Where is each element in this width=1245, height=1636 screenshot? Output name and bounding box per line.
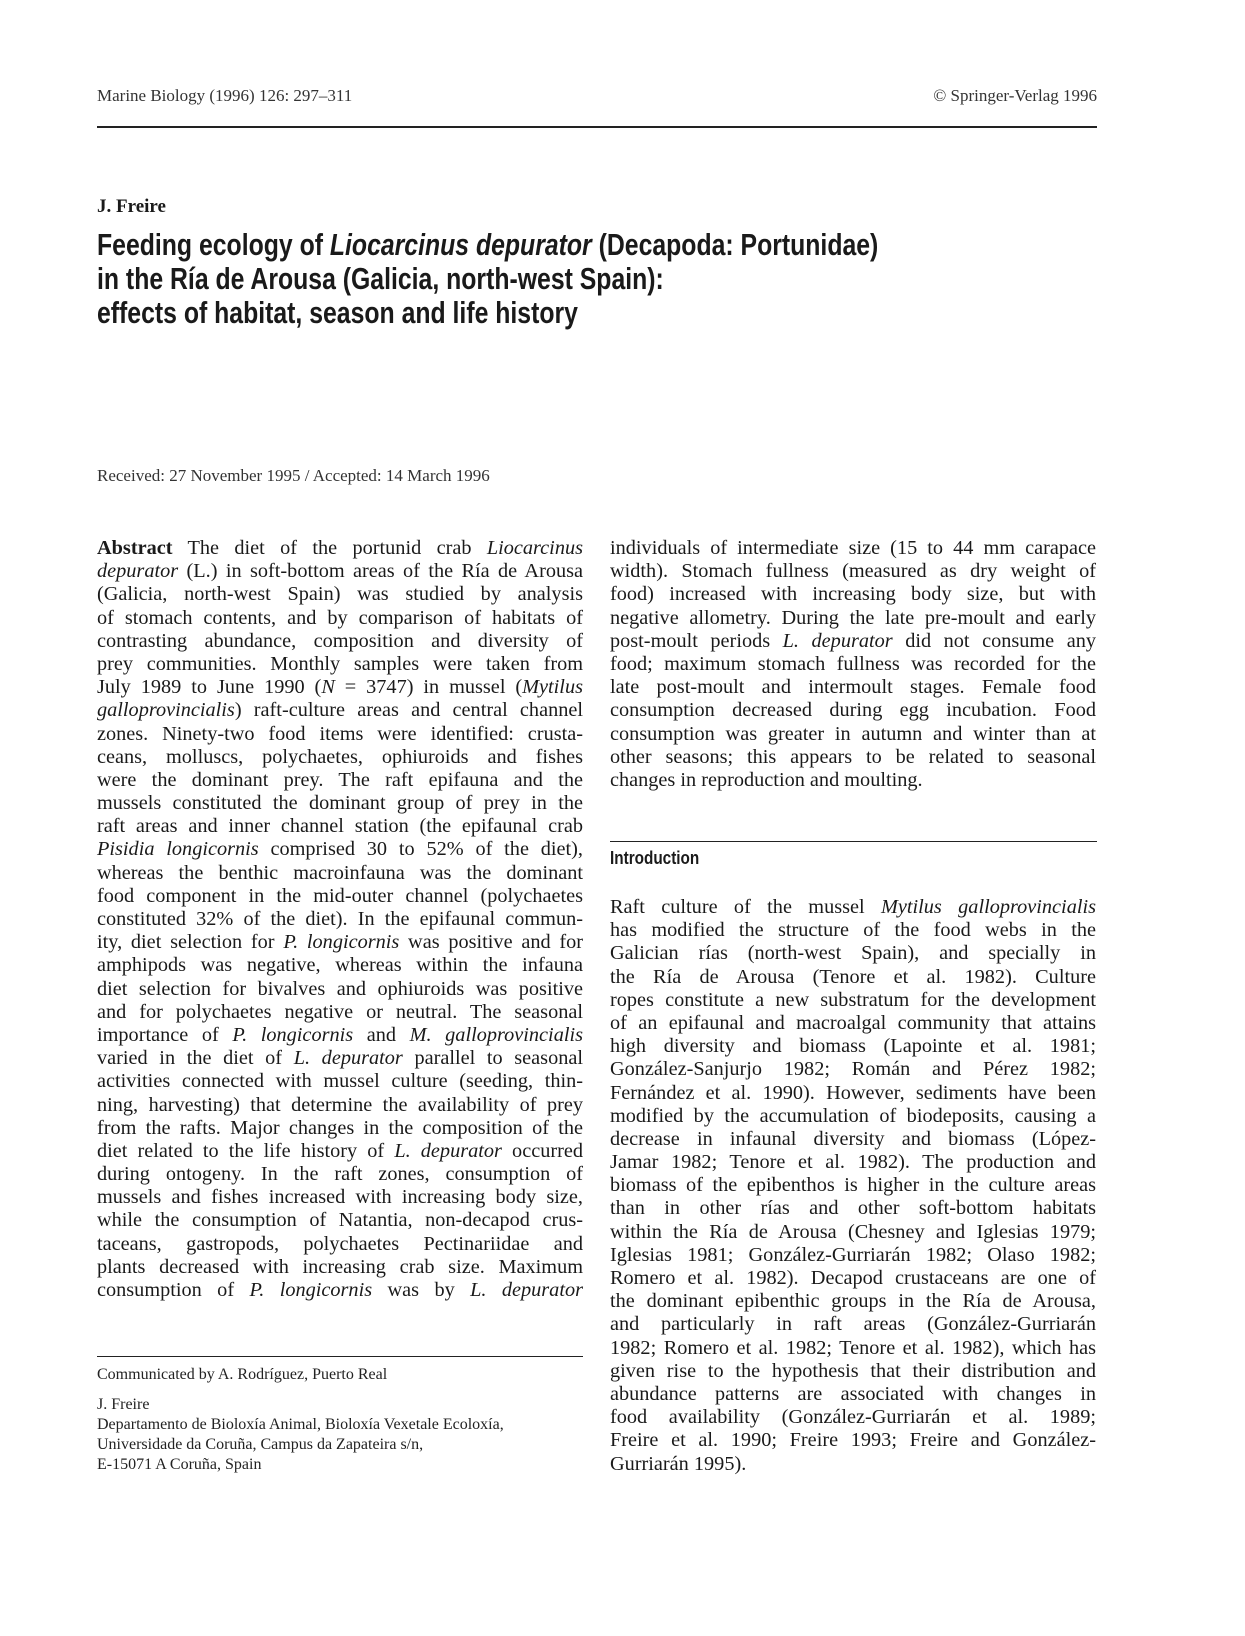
text-line (97, 630, 583, 653)
text-line (610, 1244, 1096, 1267)
text-segment: changes in reproduction and moulting. (610, 768, 923, 791)
abstract-left-column (97, 537, 583, 1302)
text-segment: of stomach contents, and by comparison of habitats of (97, 606, 583, 629)
text-segment: mussels constituted the dominant group of prey in the (97, 792, 583, 815)
text-line (610, 1429, 1096, 1452)
text-segment: (Galicia, north-west Spain) was studied by analysis (97, 583, 583, 606)
text-segment: comprised 30 to 52% of the diet), (258, 838, 583, 861)
text-segment: the dominant epibenthic groups in the Ría de Arousa, (610, 1290, 1096, 1313)
text-segment: and for polychaetes negative or neutral. The seasonal (97, 1000, 583, 1023)
text-segment: Raft culture of the mussel (610, 896, 881, 918)
text-segment: varied in the diet of (97, 1047, 294, 1070)
text-segment: within the Ría de Arousa (Chesney and Iglesias 1979; (610, 1220, 1096, 1243)
author: J. Freire (97, 196, 166, 217)
text-line (97, 1024, 583, 1047)
text-line (97, 1256, 583, 1279)
text-segment: in the Ría de Arousa (Galicia, north-west Spain): (97, 261, 664, 296)
text-line (97, 838, 583, 861)
text-segment: from the rafts. Major changes in the composition of the (97, 1116, 583, 1139)
text-segment: diet related to the life history of (97, 1139, 395, 1162)
text-line (97, 978, 583, 1001)
text-segment: food availability (González-Gurriarán et al. 1989; (610, 1406, 1096, 1429)
text-segment: food; maximum stomach fullness was recorded for the (610, 652, 1096, 675)
text-segment: was by (372, 1279, 471, 1301)
text-segment: individuals of intermediate size (15 to 44 mm carapace (610, 537, 1096, 559)
text-line (97, 885, 583, 908)
text-segment: ceans, molluscs, polychaetes, ophiuroids and fishes (97, 745, 583, 768)
text-segment: whereas the benthic macroinfauna was the dominant (97, 861, 583, 884)
italic-text: M. galloprovincialis (409, 1023, 583, 1046)
text-line (97, 296, 878, 330)
text-segment: has modified the structure of the food webs in the (610, 919, 1096, 942)
text-line (97, 1117, 583, 1140)
text-segment: taceans, gastropods, polychaetes Pectinariidae and (97, 1232, 583, 1255)
text-line (97, 1279, 583, 1302)
text-line (610, 919, 1096, 942)
text-segment: raft areas and inner channel station (the epifaunal crab (97, 815, 583, 838)
text-segment: 1982; Romero et al. 1982; Tenore et al. 1982), which has (610, 1336, 1096, 1359)
text-segment: high diversity and biomass (Lapointe et al. 1981; (610, 1035, 1096, 1058)
text-line (97, 792, 583, 815)
text-segment: = 3747) in mussel ( (334, 676, 523, 699)
italic-text: Liocarcinus (486, 537, 583, 559)
text-line (610, 1383, 1096, 1406)
text-segment: while the consumption of Natantia, non-decapod crus- (97, 1209, 583, 1232)
text-line (97, 908, 583, 931)
italic-text: P. longicornis (283, 931, 400, 954)
text-segment: ropes constitute a new substratum for the development (610, 988, 1096, 1011)
text-segment: zones. Ninety-two food items were identified: crusta- (97, 722, 583, 745)
received-dates: Received: 27 November 1995 / Accepted: 14 March 1996 (97, 466, 490, 485)
text-segment: activities connected with mussel culture (seeding, thin- (97, 1070, 583, 1093)
text-segment: consumption of (97, 1279, 250, 1301)
text-line (97, 862, 583, 885)
text-segment: Gurriarán 1995). (610, 1452, 747, 1475)
text-line (97, 537, 583, 560)
text-line (97, 262, 878, 296)
text-line (97, 1163, 583, 1186)
text-segment: Fernández et al. 1990). However, sediments have been (610, 1081, 1096, 1104)
text-line (97, 1209, 583, 1232)
text-segment: other seasons; this appears to be related to seasonal (610, 745, 1096, 768)
text-line (610, 1221, 1096, 1244)
author-affiliation-name: J. Freire (97, 1396, 150, 1413)
text-segment: constituted 32% of the diet). In the epifaunal commun- (97, 908, 583, 930)
text-line (97, 746, 583, 769)
text-segment: importance of (97, 1023, 233, 1046)
text-segment: (L.) in soft-bottom areas of the Ría de Arousa (178, 560, 583, 583)
text-line (610, 1337, 1096, 1360)
text-line (610, 769, 1096, 792)
address-line: Universidade da Coruña, Campus da Zapateira s/n, (97, 1436, 424, 1453)
text-segment: occurred (501, 1139, 583, 1162)
text-line (97, 931, 583, 954)
article-title (97, 228, 1074, 330)
text-segment: was positive and for (399, 931, 584, 954)
copyright: © Springer-Verlag 1996 (933, 86, 1097, 105)
text-line (97, 607, 583, 630)
italic-text: Liocarcinus depurator (329, 227, 592, 262)
text-segment: than in other rías and other soft-bottom habitats (610, 1197, 1096, 1220)
text-segment: food component in the mid-outer channel (polychaetes (97, 884, 583, 907)
text-segment: and particularly in raft areas (González-Gurriarán (610, 1313, 1096, 1336)
footnote-rule (97, 1356, 583, 1357)
text-segment: Romero et al. 1982). Decapod crustaceans are one of (610, 1267, 1096, 1289)
introduction-body (610, 896, 1096, 1476)
text-line (610, 966, 1096, 989)
text-segment: González-Sanjurjo 1982; Román and Pérez 1982; (610, 1058, 1096, 1081)
text-segment: of an epifaunal and macroalgal community that attains (610, 1011, 1096, 1034)
text-line (97, 1070, 583, 1093)
text-segment: late post-moult and intermoult stages. Female food (610, 676, 1096, 699)
text-line (610, 1035, 1096, 1058)
text-segment: post-moult periods (610, 629, 783, 652)
text-segment: during ontogeny. In the raft zones, consumption of (97, 1163, 583, 1186)
text-segment: width). Stomach fullness (measured as dry weight of (610, 560, 1096, 583)
header-rule (97, 126, 1097, 128)
text-line (610, 1360, 1096, 1383)
italic-text: P. longicornis (249, 1279, 373, 1301)
abstract-right-column (610, 537, 1096, 792)
text-line (97, 954, 583, 977)
address-line: E-15071 A Coruña, Spain (97, 1456, 262, 1473)
text-line (610, 1105, 1096, 1128)
text-line (610, 607, 1096, 630)
text-segment: mussels and fishes increased with increasing body size, (97, 1186, 583, 1209)
italic-text: L. depurator (293, 1047, 403, 1070)
text-segment: and (353, 1023, 410, 1046)
text-segment: were the dominant prey. The raft epifauna and the (97, 768, 583, 791)
text-line (97, 1233, 583, 1256)
text-line (610, 746, 1096, 769)
text-segment: diet selection for bivalves and ophiuroids was positive (97, 977, 583, 1000)
text-segment: amphipods was negative, whereas within the infauna (97, 954, 583, 977)
italic-text: L. depurator (470, 1279, 583, 1301)
text-segment: Freire et al. 1990; Freire 1993; Freire and González- (610, 1429, 1096, 1452)
text-line (610, 1453, 1096, 1476)
text-segment: July 1989 to June 1990 ( (97, 676, 322, 699)
address-line: Departamento de Bioloxía Animal, Bioloxía Vexetale Ecoloxía, (97, 1416, 504, 1433)
text-line (610, 560, 1096, 583)
text-segment: negative allometry. During the late pre-moult and early (610, 606, 1096, 629)
text-line (97, 653, 583, 676)
text-line (610, 1151, 1096, 1174)
text-line (97, 1094, 583, 1117)
italic-text: L. depurator (782, 629, 893, 652)
text-line (610, 1313, 1096, 1336)
text-line (610, 1012, 1096, 1035)
text-segment: ning, harvesting) that determine the availability of prey (97, 1093, 583, 1116)
text-line (610, 1082, 1096, 1105)
text-segment: prey communities. Monthly samples were taken from (97, 652, 583, 675)
italic-text: galloprovincialis (97, 699, 235, 722)
text-segment: Galician rías (north-west Spain), and specially in (610, 942, 1096, 965)
section-heading-introduction: Introduction (610, 848, 700, 868)
text-segment: ity, diet selection for (97, 931, 284, 954)
text-line (610, 1058, 1096, 1081)
text-line (610, 942, 1096, 965)
text-line (97, 815, 583, 838)
text-line (610, 723, 1096, 746)
text-line (97, 1140, 583, 1163)
text-segment: contrasting abundance, composition and diversity of (97, 629, 583, 652)
italic-text: N (321, 676, 335, 699)
text-segment: plants decreased with increasing crab size. Maximum (97, 1255, 583, 1278)
bold-label: Abstract (97, 537, 173, 559)
text-line (97, 583, 583, 606)
italic-text: depurator (97, 560, 179, 583)
text-segment: biomass of the epibenthos is higher in the culture areas (610, 1174, 1096, 1197)
text-line (610, 1267, 1096, 1290)
text-line (97, 699, 583, 722)
text-line (610, 1290, 1096, 1313)
text-line (610, 1197, 1096, 1220)
text-segment: (Decapoda: Portunidae) (591, 227, 879, 262)
italic-text: L. depurator (394, 1139, 502, 1162)
text-segment: parallel to seasonal (402, 1047, 583, 1070)
italic-text: Pisidia longicornis (97, 838, 259, 861)
italic-text: Mytilus galloprovincialis (880, 896, 1096, 918)
communicated-by: Communicated by A. Rodríguez, Puerto Real (97, 1366, 388, 1383)
text-line (97, 723, 583, 746)
text-line (610, 1174, 1096, 1197)
text-segment: Feeding ecology of (97, 227, 330, 262)
text-line (97, 560, 583, 583)
text-line (97, 228, 878, 262)
text-line (610, 583, 1096, 606)
text-line (97, 1001, 583, 1024)
text-segment: the Ría de Arousa (Tenore et al. 1982). Culture (610, 965, 1096, 988)
text-segment: consumption decreased during egg incubation. Food (610, 699, 1096, 722)
text-segment: food) increased with increasing body size, but with (610, 583, 1096, 606)
text-line (610, 699, 1096, 722)
text-line (610, 653, 1096, 676)
text-line (610, 630, 1096, 653)
text-segment: The diet of the portunid crab (172, 537, 487, 559)
text-segment: decrease in infaunal diversity and biomass (López- (610, 1127, 1096, 1150)
text-line (97, 676, 583, 699)
text-segment: effects of habitat, season and life history (97, 295, 578, 330)
text-segment: consumption was greater in autumn and winter than at (610, 722, 1096, 745)
text-segment: ) raft-culture areas and central channel (234, 699, 583, 722)
text-segment: modified by the accumulation of biodeposits, causing a (610, 1104, 1096, 1127)
text-line (97, 769, 583, 792)
text-segment: abundance patterns are associated with changes in (610, 1382, 1096, 1405)
journal-citation: Marine Biology (1996) 126: 297–311 (97, 86, 353, 105)
italic-text: Mytilus (522, 676, 583, 699)
text-line (97, 1047, 583, 1070)
text-line (610, 1128, 1096, 1151)
text-line (97, 1186, 583, 1209)
text-segment: given rise to the hypothesis that their distribution and (610, 1359, 1096, 1382)
text-line (610, 1406, 1096, 1429)
text-line (610, 989, 1096, 1012)
text-line (610, 676, 1096, 699)
text-line (610, 537, 1096, 560)
text-segment: did not consume any (892, 629, 1097, 652)
italic-text: P. longicornis (232, 1023, 354, 1046)
text-segment: Iglesias 1981; González-Gurriarán 1982; Olaso 1982; (610, 1243, 1096, 1266)
text-line (610, 896, 1096, 919)
section-rule (610, 841, 1097, 842)
text-segment: Jamar 1982; Tenore et al. 1982). The production and (610, 1151, 1096, 1174)
